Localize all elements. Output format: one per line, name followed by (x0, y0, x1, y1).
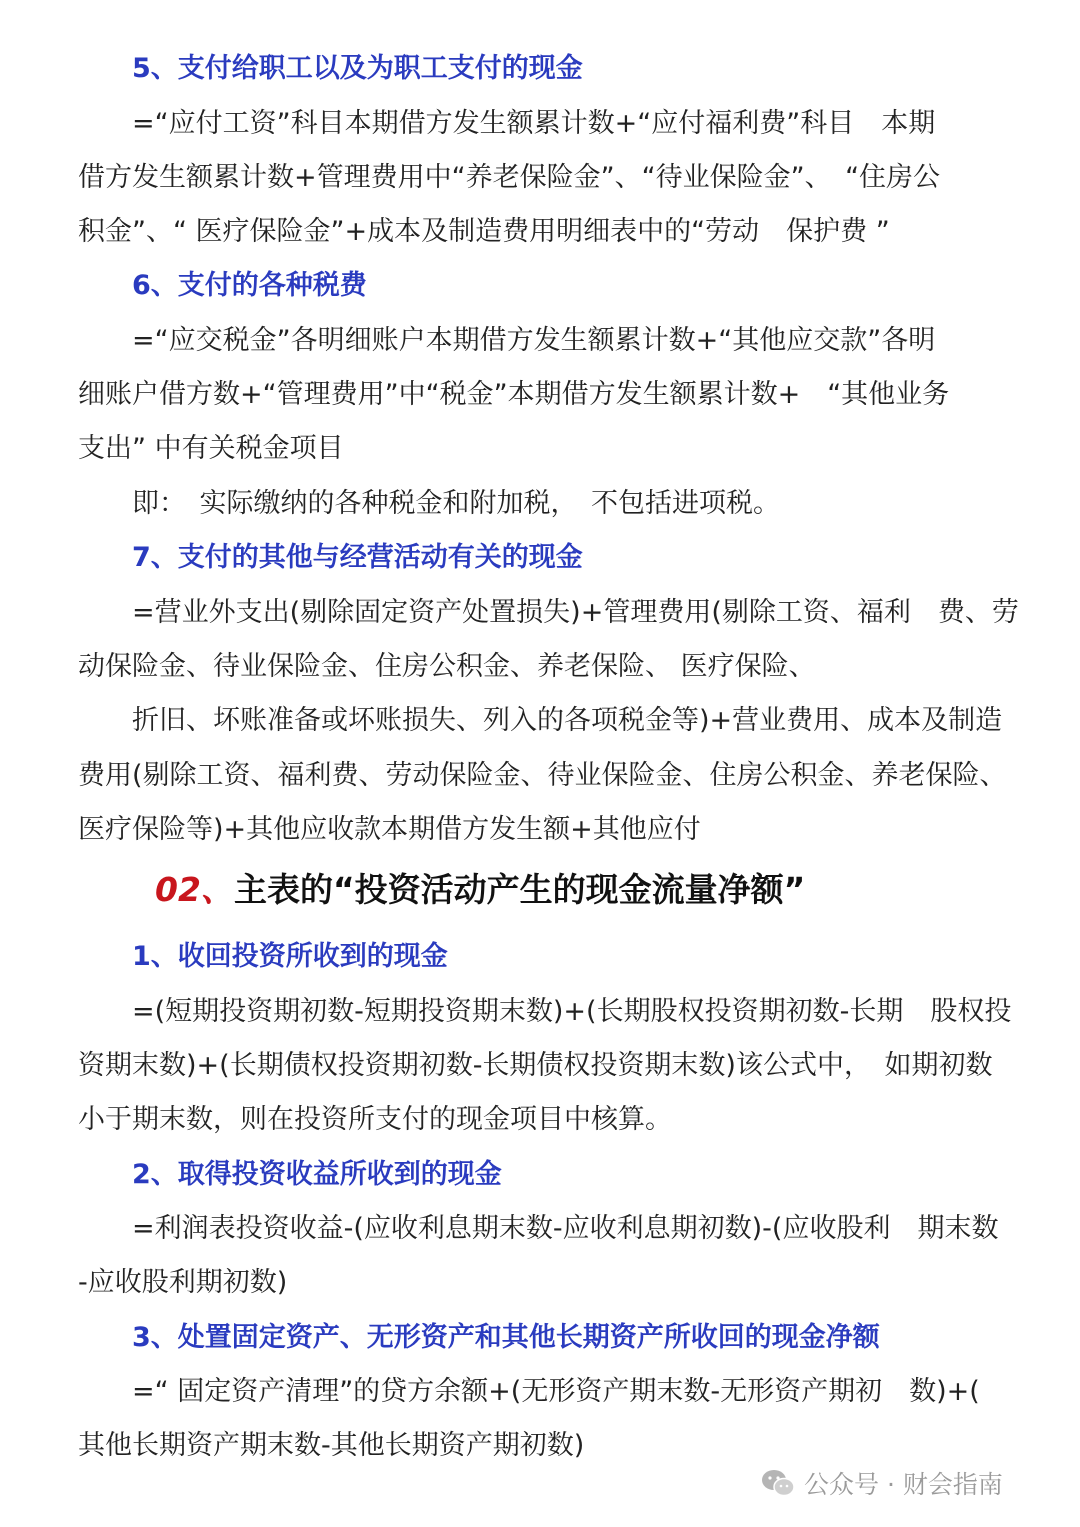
formula-line: 医疗保险等)+其他应收款本期借方发生额+其他应付 (78, 814, 701, 845)
formula-line: =“ 固定资产清理”的贷方余额+(无形资产期末数-无形资产期初 数)+( (132, 1376, 980, 1407)
formula-line: 其他长期资产期末数-其他长期资产期初数) (78, 1430, 585, 1461)
formula-line: 费用(剔除工资、福利费、劳动保险金、待业保险金、住房公积金、养老保险、 (78, 760, 1007, 791)
section-title (155, 869, 805, 911)
wechat-icon (760, 1468, 796, 1498)
heading-6-taxes: 6、支付的各种税费 (132, 270, 367, 301)
heading-3-asset-disposal: 3、处置固定资产、无形资产和其他长期资产所收回的现金净额 (132, 1322, 880, 1353)
formula-line: 小于期末数，则在投资所支付的现金项目中核算。 (78, 1104, 672, 1135)
watermark-text: 公众号 · 财会指南 (804, 1470, 1003, 1499)
formula-line: =营业外支出(剔除固定资产处置损失)+管理费用(剔除工资、福利 费、劳 (132, 597, 1019, 628)
heading-1-investment-recovery: 1、收回投资所收到的现金 (132, 941, 448, 972)
note-line: 即： 实际缴纳的各种税金和附加税， 不包括进项税。 (132, 488, 780, 519)
formula-line: 支出” 中有关税金项目 (78, 433, 344, 464)
formula-line: 折旧、坏账准备或坏账损失、列入的各项税金等)+营业费用、成本及制造 (132, 705, 1003, 736)
heading-2-investment-income: 2、取得投资收益所收到的现金 (132, 1159, 502, 1190)
formula-line: 资期末数)+(长期债权投资期初数-长期债权投资期末数)该公式中， 如期初数 (78, 1050, 993, 1081)
formula-line: 动保险金、待业保险金、住房公积金、养老保险、 医疗保险、 (78, 651, 816, 682)
formula-line: =“应交税金”各明细账户本期借方发生额累计数+“其他应交款”各明 (132, 325, 936, 356)
section-number: 02、 (155, 870, 234, 909)
formula-line: =(短期投资期初数-短期投资期末数)+(长期股权投资期初数-长期 股权投 (132, 996, 1012, 1027)
heading-7-other-operating: 7、支付的其他与经营活动有关的现金 (132, 542, 583, 573)
watermark (760, 1463, 1003, 1503)
formula-line: 积金”、“ 医疗保险金”+成本及制造费用明细表中的“劳动 保护费 ” (78, 216, 890, 247)
formula-line: =利润表投资收益-(应收利息期末数-应收利息期初数)-(应收股利 期末数 (132, 1213, 999, 1244)
formula-line: -应收股利期初数) (78, 1267, 288, 1298)
formula-line: =“应付工资”科目本期借方发生额累计数+“应付福利费”科目 本期 (132, 108, 936, 139)
formula-line: 细账户借方数+“管理费用”中“税金”本期借方发生额累计数+ “其他业务 (78, 379, 950, 410)
section-title-text: 主表的“投资活动产生的现金流量净额” (233, 870, 806, 909)
formula-line: 借方发生额累计数+管理费用中“养老保险金”、“待业保险金”、 “住房公 (78, 162, 941, 193)
heading-5-staff-payments: 5、支付给职工以及为职工支付的现金 (132, 53, 583, 84)
